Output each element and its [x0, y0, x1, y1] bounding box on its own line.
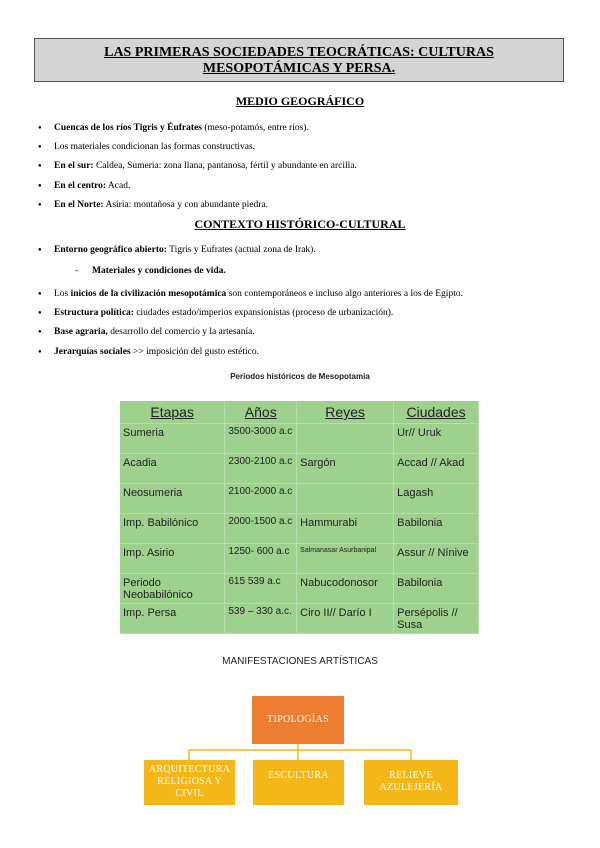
tipologias-box: TIPOLOGÍAS — [252, 696, 344, 744]
list-item: ● Jerarquías sociales >> imposición del gusto estético. — [54, 345, 463, 364]
relieve-box: RELIEVE AZULEJERÍA — [364, 760, 458, 805]
table-cell: 615 539 a.c — [225, 574, 297, 604]
list-item: ● En el centro: Acad. — [54, 179, 357, 198]
title-line-1: LAS PRIMERAS SOCIEDADES TEOCRÁTICAS: CULTURAS — [104, 45, 494, 60]
table-cell: Ur// Uruk — [394, 424, 479, 454]
table-cell: Nabucodonosor — [297, 574, 394, 604]
table-cell: Periodo Neobabilónico — [120, 574, 225, 604]
table-cell: Babilonia — [394, 514, 479, 544]
table-cell: 1250- 600 a.c — [225, 544, 297, 574]
table-cell: 2100-2000 a.c — [225, 484, 297, 514]
table-cell: 2300-2100 a.c — [225, 454, 297, 484]
list-item: ● Cuencas de los ríos Tigris y Éufrates (meso-potamós, entre ríos). — [54, 121, 357, 140]
table-cell: Assur // Nínive — [394, 544, 479, 574]
list-item: ● Base agraria, desarrollo del comercio y la artesanía. — [54, 325, 463, 344]
column-header: Reyes — [297, 401, 394, 424]
table-cell: 539 – 330 a.c. — [225, 604, 297, 634]
column-header: Años — [225, 401, 297, 424]
table-cell: Imp. Persa — [120, 604, 225, 634]
title-line-2: MESOPOTÁMICAS Y PERSA. — [202, 61, 396, 76]
section-heading-medio-geografico: MEDIO GEOGRÁFICO — [235, 94, 365, 108]
list-item: ● En el Norte: Asiria: montañosa y con abundante piedra. — [54, 198, 357, 217]
table-cell: Acadia — [120, 454, 225, 484]
table-cell: Imp. Babilónico — [120, 514, 225, 544]
table-cell: Sargón — [297, 454, 394, 484]
list-item: ● En el sur: Caldea, Sumeria: zona llana, pantanosa, fértil y abundante en arcilla. — [54, 159, 357, 178]
table-cell: Ciro II// Darío I — [297, 604, 394, 634]
table-cell: Babilonia — [394, 574, 479, 604]
list-item: ● Los inicios de la civilización mesopotámica son contemporáneos e incluso algo anteriores a los de Egipto. — [54, 287, 463, 306]
table-cell: 2000-1500 a.c — [225, 514, 297, 544]
table-cell: Persépolis // Susa — [394, 604, 479, 634]
table-caption: Periodos históricos de Mesopotamia — [230, 372, 370, 381]
section-heading-contexto: CONTEXTO HISTÓRICO-CULTURAL — [194, 217, 406, 231]
table-cell: Sumeria — [120, 424, 225, 454]
arquitectura-box: ARQUITECTURA RELIGIOSA Y CIVIL — [144, 760, 235, 805]
table-cell: Lagash — [394, 484, 479, 514]
table-cell: Neosumeria — [120, 484, 225, 514]
column-header: Ciudades — [394, 401, 479, 424]
escultura-box: ESCULTURA — [253, 760, 344, 805]
column-header: Etapas — [120, 401, 225, 424]
list-item: ● Estructura política: ciudades estado/imperios expansionistas (proceso de urbanización). — [54, 306, 463, 325]
list-item: ● Los materiales condicionan las formas constructivas. — [54, 140, 357, 159]
table-cell: 3500-3000 a.c — [225, 424, 297, 454]
table-cell: Hammurabi — [297, 514, 394, 544]
manifestaciones-title: MANIFESTACIONES ARTÍSTICAS — [222, 656, 378, 667]
table-cell: Imp. Asirio — [120, 544, 225, 574]
table-cell: Salmanasar Asurbanipal — [297, 544, 394, 574]
table-cell: Accad // Akad — [394, 454, 479, 484]
list-item: ● Entorno geográfico abierto: Tigris y Eufrates (actual zona de Irak). — [54, 243, 316, 262]
sub-item-materiales: - Materiales y condiciones de vida. — [92, 266, 226, 276]
